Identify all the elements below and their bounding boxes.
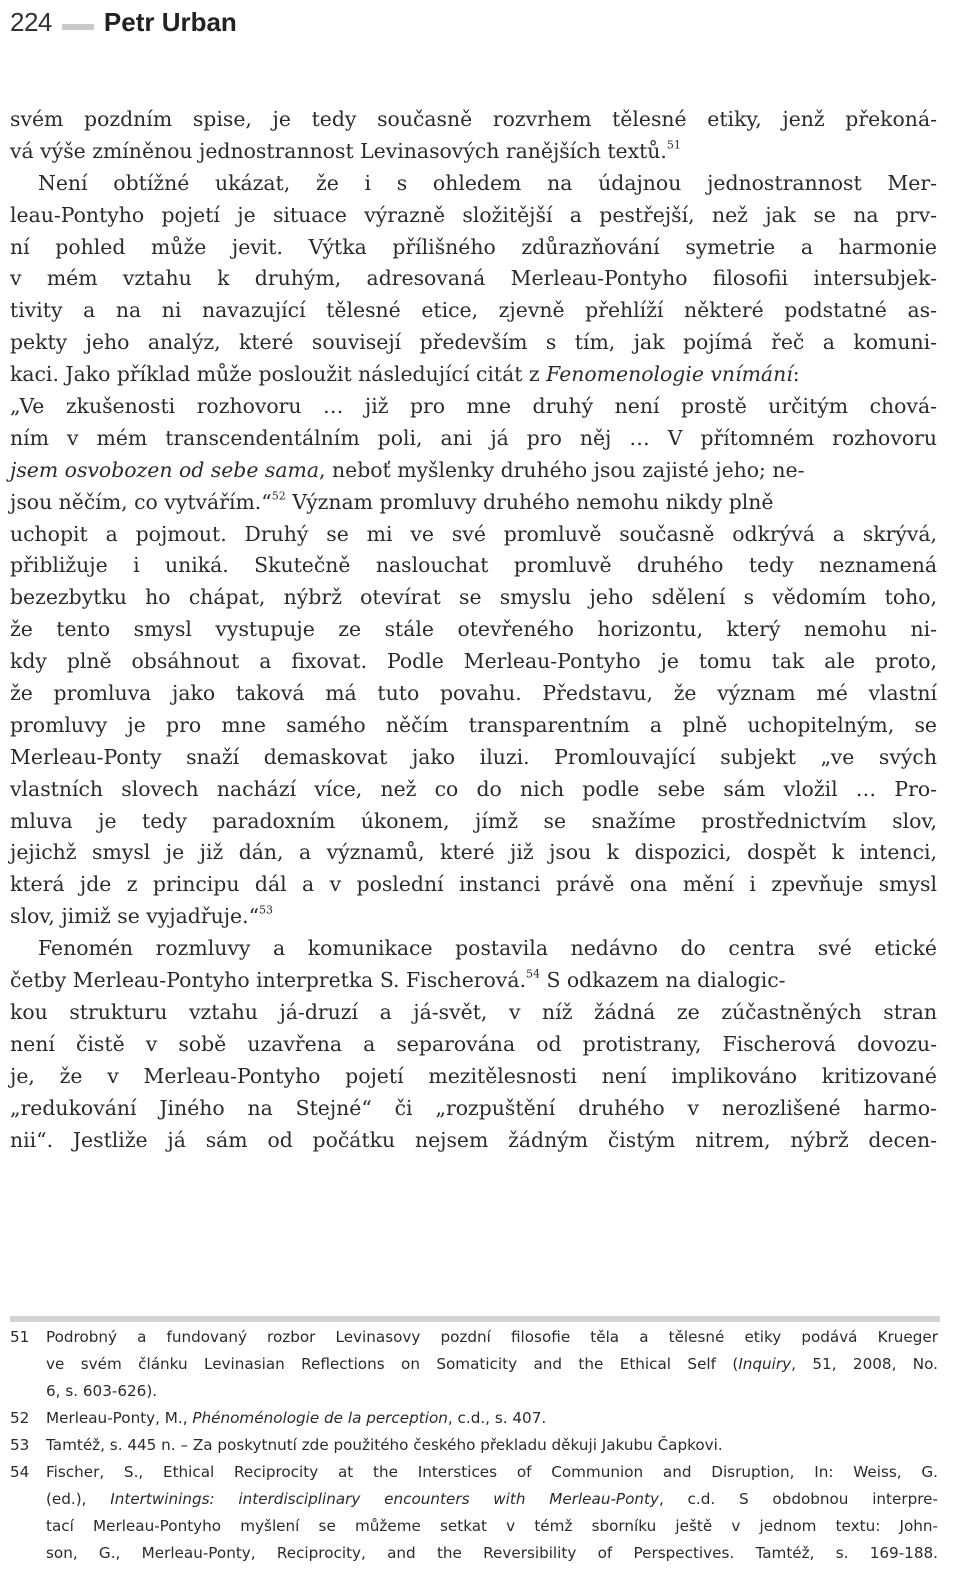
footnote-text: , 51, 2008, No. (791, 1355, 939, 1373)
body-line-text: vá výše zmíněnou jednostrannost Levinasových ranějších textů. (10, 138, 667, 163)
footnotes-divider (10, 1316, 940, 1322)
body-line: nii“. Jestliže já sám od počátku nejsem žádným čistým nitrem, nýbrž decen- (10, 1127, 937, 1152)
book-title: Phénoménologie de la perception (192, 1409, 448, 1427)
body-line: ním v mém transcendentálním poli, ani já pro něj … V přítomném rozhovoru (10, 425, 937, 450)
footnote-line: Tamtéž, s. 445 n. – Za poskytnutí zde použitého českého překladu děkuji Jakubu Čapkovi. (46, 1436, 723, 1454)
body-line: není čistě v sobě uzavřena a separována od protistrany, Fischerová dovozu- (10, 1031, 937, 1056)
footnote-line (46, 1405, 938, 1432)
body-line: uchopit a pojmout. Druhý se mi ve své promluvě současně odkrývá a skrývá, (10, 521, 937, 546)
footnote-number: 54 (10, 1463, 30, 1481)
footnote-number: 52 (10, 1409, 30, 1427)
body-line: přibližuje i uniká. Skutečně naslouchat promluvě druhého tedy neznamená (10, 553, 937, 578)
body-line (10, 359, 937, 391)
header-rule (62, 24, 94, 30)
cited-work-title: Fenomenologie vnímání (546, 362, 793, 387)
page-number: 224 (10, 6, 52, 37)
body-line: leau-Pontyho pojetí je situace výrazně složitější a pestřejší, než jak se na prv- (10, 202, 937, 227)
footnote-ref-51[interactable]: 51 (666, 138, 681, 152)
body-line-text: Význam promluvy druhého nemohu nikdy plně (285, 489, 774, 514)
body-line: která jde z principu dál a v poslední instanci právě ona mění i zpevňuje smysl (10, 872, 937, 897)
body-line: jejichž smysl je již dán, a významů, které již jsou k dispozici, dospět k intenci, (10, 840, 937, 865)
body-line (10, 901, 937, 933)
footnote-ref-52[interactable]: 52 (271, 489, 286, 503)
footnote-text: , c.d. S obdobnou interpre- (658, 1490, 938, 1508)
body-line: pekty jeho analýz, které souvisejí především s tím, jak pojímá řeč a komuni- (10, 330, 937, 355)
footnote-51 (10, 1324, 938, 1405)
footnote-number: 51 (10, 1328, 30, 1346)
footnote-54 (10, 1459, 938, 1567)
footnote-line: Podrobný a fundovaný rozbor Levinasovy pozdní filosofie těla a tělesné etiky podává Krueger (46, 1328, 938, 1346)
body-line-text: , neboť myšlenky druhého jsou zajisté jeho; ne- (319, 457, 805, 482)
running-head-author: Petr Urban (103, 6, 237, 37)
body-line-text: slov, jimiž se vyjadřuje.“ (10, 904, 260, 929)
footnote-52 (10, 1405, 938, 1432)
footnote-number: 53 (10, 1436, 30, 1454)
footnote-text: ve svém článku Levinasian Reflections on Somaticity and the Ethical Self ( (46, 1355, 739, 1373)
body-line-text: jsou něčím, co vytvářím.“ (10, 489, 272, 514)
body-line: Není obtížné ukázat, že i s ohledem na údajnou jednostrannost Mer- (38, 170, 937, 195)
body-line-text: kaci. Jako příklad může posloužit následující citát z (10, 362, 547, 387)
footnote-text: Merleau-Ponty, M., (46, 1409, 193, 1427)
footnote-ref-53[interactable]: 53 (259, 903, 274, 917)
footnote-text: (ed.), (46, 1490, 111, 1508)
body-line-text: S odkazem na dialogic- (539, 968, 786, 993)
body-line-text: : (792, 362, 800, 387)
footnote-line: tací Merleau-Pontyho myšlení se můžeme setkat v témž sborníku ještě v jednom textu: John- (46, 1517, 938, 1535)
body-line (10, 455, 937, 487)
footnote-53 (10, 1432, 938, 1459)
footnote-line: Fischer, S., Ethical Reciprocity at the Interstices of Communion and Disruption, In: Weiss, G. (46, 1463, 938, 1481)
body-line: kou strukturu vztahu já-druzí a já-svět, v níž žádná ze zúčastněných stran (10, 999, 937, 1024)
body-line: že tento smysl vystupuje ze stále otevřeného horizontu, který nemohu ni- (10, 617, 937, 642)
body-line: kdy plně obsáhnout a fixovat. Podle Merleau-Pontyho je tomu tak ale proto, (10, 649, 937, 674)
footnote-ref-54[interactable]: 54 (525, 967, 540, 981)
body-line: že promluva jako taková má tuto povahu. Představu, že význam mé vlastní (10, 681, 937, 706)
footnote-line: son, G., Merleau-Ponty, Reciprocity, and the Reversibility of Perspectives. Tamtéž, s. 169-188. (46, 1544, 938, 1562)
running-header (10, 2, 237, 42)
footnote-line (46, 1351, 938, 1378)
footnote-text: , c.d., s. 407. (447, 1409, 547, 1427)
journal-title: Inquiry (738, 1355, 792, 1373)
body-line: „redukování Jiného na Stejné“ či „rozpuštění druhého v nerozlišené harmo- (10, 1095, 937, 1120)
body-line-text: četby Merleau-Pontyho interpretka S. Fischerová. (10, 968, 526, 993)
body-line (10, 965, 937, 997)
body-line: tivity a na ni navazující tělesné etice, zjevně přehlíží některé podstatné as- (10, 298, 937, 323)
body-line (10, 487, 937, 519)
book-title: Intertwinings: interdisciplinary encounters with Merleau-Ponty (110, 1490, 659, 1508)
body-line: Merleau-Ponty snaží demaskovat jako iluzi. Promlouvající subjekt „ve svých (10, 744, 937, 769)
body-line: bezezbytku ho chápat, nýbrž otevírat se smyslu jeho sdělení s vědomím toho, (10, 585, 937, 610)
emphasis-text: jsem osvobozen od sebe sama (10, 457, 320, 482)
body-line: ní pohled může jevit. Výtka přílišného zdůrazňování symetrie a harmonie (10, 234, 937, 259)
body-text (10, 104, 937, 1156)
body-line: promluvy je pro mne samého něčím transparentním a plně uchopitelným, se (10, 712, 937, 737)
body-line: Fenomén rozmluvy a komunikace postavila nedávno do centra své etické (38, 936, 937, 961)
body-line: „Ve zkušenosti rozhovoru … již pro mne druhý není prostě určitým chová- (10, 394, 937, 419)
footnotes (10, 1324, 938, 1567)
body-line (10, 136, 937, 168)
body-line: je, že v Merleau-Pontyho pojetí mezitělesnosti není implikováno kritizované (10, 1063, 937, 1088)
body-line: vlastních slovech nachází více, než co do nich podle sebe sám vložil … Pro- (10, 776, 937, 801)
body-line: svém pozdním spise, je tedy současně rozvrhem tělesné etiky, jenž překoná- (10, 107, 937, 131)
body-line: v mém vztahu k druhým, adresovaná Merleau-Pontyho filosofii intersubjek- (10, 266, 937, 291)
body-line: mluva je tedy paradoxním úkonem, jímž se snažíme prostřednictvím slov, (10, 808, 937, 833)
footnote-line: 6, s. 603-626). (46, 1382, 158, 1400)
footnote-line (46, 1486, 938, 1513)
